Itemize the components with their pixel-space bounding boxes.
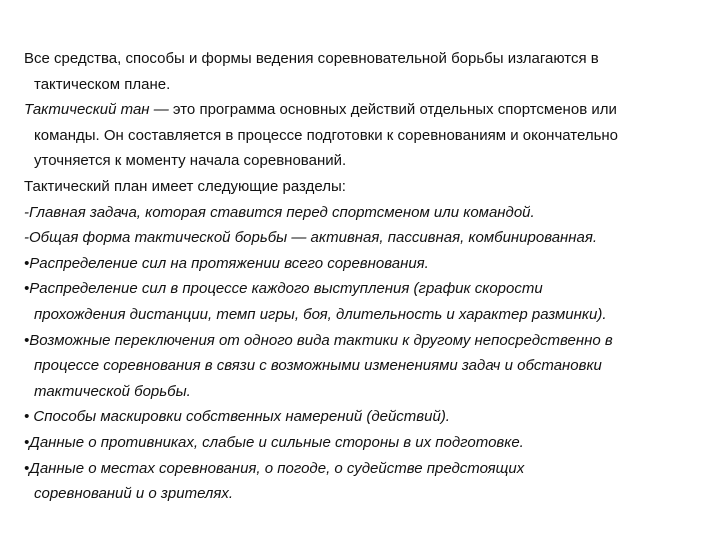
list-item-main-task (24, 200, 700, 226)
line: уточняется к моменту начала соревнований. (34, 152, 347, 170)
slide-text (24, 46, 700, 507)
line: •Распределение сил в процессе каждого выступления (график скорости (24, 280, 543, 298)
line: соревнований и о зрителях. (34, 485, 234, 503)
list-item-venues (24, 456, 700, 507)
line: это программа основных действий отдельных спортсменов или (172, 101, 617, 119)
line: • Способы маскировки собственных намерений (действий). (24, 408, 450, 426)
line: •Данные о противниках, слабые и сильные стороны в их подготовке. (24, 433, 524, 451)
line: тактической борьбы. (34, 382, 191, 400)
paragraph-sections-heading (24, 174, 700, 200)
line: •Данные о местах соревнования, о погоде, о судействе предстоящих (24, 459, 525, 477)
line: -Общая форма тактической борьбы — активная, пассивная, комбинированная. (24, 229, 598, 247)
line: команды. Он составляется в процессе подготовки к соревнованиям и окончательно (34, 126, 619, 144)
term-italic: Тактический тан — (24, 101, 173, 119)
list-item-force-distribution (24, 251, 700, 277)
line: прохождения дистанции, темп игры, боя, длительность и характер разминки). (34, 305, 607, 323)
line: •Распределение сил на протяжении всего соревнования. (24, 254, 429, 272)
paragraph-definition (24, 97, 700, 174)
list-item-general-form (24, 225, 700, 251)
line: процессе соревнования в связи с возможными изменениями задач и обстановки (34, 357, 602, 375)
line: •Возможные переключения от одного вида тактики к другому непосредственно в (24, 331, 613, 349)
list-item-performance-distribution (24, 276, 700, 327)
line: Тактический план имеет следующие разделы: (24, 177, 346, 195)
line: -Главная задача, которая ставится перед спортсменом или командой. (24, 203, 535, 221)
line: тактическом плане. (34, 75, 171, 93)
list-item-masking (24, 404, 700, 430)
paragraph-intro (24, 46, 700, 97)
line: Все средства, способы и формы ведения соревновательной борьбы излагаются в (24, 50, 599, 67)
list-item-opponents (24, 430, 700, 456)
list-item-tactic-switching (24, 328, 700, 405)
